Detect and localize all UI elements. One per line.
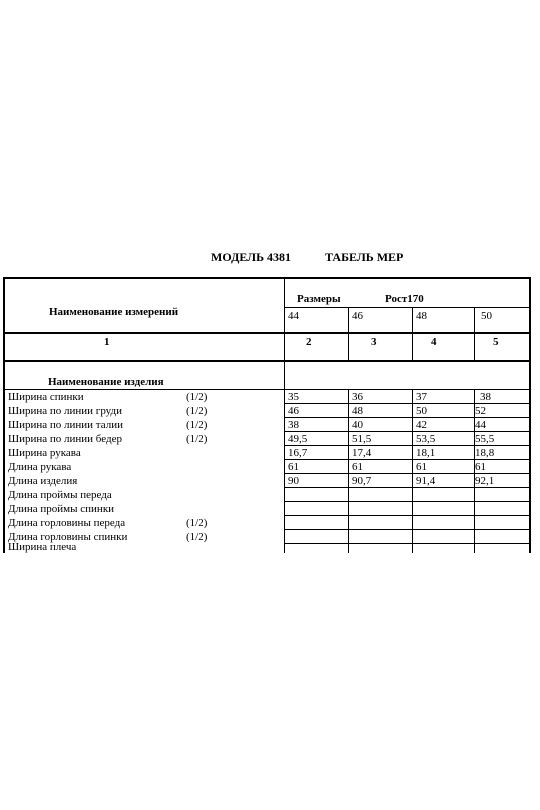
measurements-table bbox=[3, 277, 531, 553]
row-line bbox=[284, 431, 531, 432]
measurement-name: Длина изделия bbox=[8, 475, 78, 487]
measurement-value: 37 bbox=[416, 391, 427, 403]
column-line bbox=[474, 307, 475, 361]
measurement-name: Длина проймы спинки bbox=[8, 503, 115, 515]
measurement-value: 90 bbox=[288, 475, 299, 487]
size-value: 46 bbox=[352, 310, 363, 322]
column-line bbox=[412, 307, 413, 361]
column-number: 1 bbox=[104, 336, 110, 348]
row-line bbox=[3, 389, 531, 390]
column-number: 5 bbox=[493, 336, 499, 348]
measurement-value: 50 bbox=[416, 405, 427, 417]
column-line bbox=[348, 307, 349, 361]
measurement-value: 61 bbox=[416, 461, 427, 473]
measurement-name: Длина горловины переда bbox=[8, 517, 126, 529]
column-line bbox=[412, 389, 413, 553]
measurement-value: 18,1 bbox=[416, 447, 436, 459]
table-label: ТАБЕЛЬ МЕР bbox=[325, 250, 404, 264]
measurement-value: 16,7 bbox=[288, 447, 308, 459]
measurement-value: 52 bbox=[475, 405, 486, 417]
row-line bbox=[284, 515, 531, 516]
measurement-value: 44 bbox=[475, 419, 486, 431]
row-line bbox=[3, 332, 531, 334]
measurement-value: 61 bbox=[475, 461, 486, 473]
column-line bbox=[284, 277, 285, 553]
row-line bbox=[284, 501, 531, 502]
measurement-value: 18,8 bbox=[475, 447, 495, 459]
measurement-note: (1/2) bbox=[186, 405, 208, 417]
measurement-value: 40 bbox=[352, 419, 363, 431]
product-name-header: Наименование изделия bbox=[48, 376, 164, 388]
measurement-name: Длина проймы переда bbox=[8, 489, 112, 501]
table-border-left bbox=[3, 277, 5, 553]
measurement-value: 38 bbox=[288, 419, 299, 431]
column-line bbox=[348, 389, 349, 553]
measurement-value: 38 bbox=[480, 391, 491, 403]
model-label: МОДЕЛЬ 4381 bbox=[211, 250, 292, 264]
measurement-note: (1/2) bbox=[186, 391, 208, 403]
measurement-note: (1/2) bbox=[186, 419, 208, 431]
measurement-value: 61 bbox=[352, 461, 363, 473]
measurement-value: 49,5 bbox=[288, 433, 308, 445]
measurement-name: Длина горловины спинки bbox=[8, 531, 128, 543]
measurement-value: 42 bbox=[416, 419, 427, 431]
measurement-name: Ширина по линии бедер bbox=[8, 433, 122, 445]
row-line bbox=[284, 417, 531, 418]
row-line bbox=[3, 360, 531, 362]
measurement-value: 17,4 bbox=[352, 447, 372, 459]
measurement-value: 48 bbox=[352, 405, 363, 417]
measurement-name: Ширина спинки bbox=[8, 391, 84, 403]
row-line bbox=[284, 307, 531, 308]
measurement-value: 91,4 bbox=[416, 475, 436, 487]
measurement-value: 46 bbox=[288, 405, 299, 417]
measurement-name: Длина рукава bbox=[8, 461, 72, 473]
measurement-note: (1/2) bbox=[186, 531, 208, 543]
measurement-name: Ширина по линии талии bbox=[8, 419, 123, 431]
measurement-name: Ширина рукава bbox=[8, 447, 81, 459]
size-value: 50 bbox=[481, 310, 492, 322]
table-border-top bbox=[3, 277, 531, 279]
measurement-value: 53,5 bbox=[416, 433, 436, 445]
measurement-value: 55,5 bbox=[475, 433, 495, 445]
measurement-name: Ширина по линии груди bbox=[8, 405, 122, 417]
document-title bbox=[0, 250, 540, 266]
measurement-value: 51,5 bbox=[352, 433, 372, 445]
measurement-value: 36 bbox=[352, 391, 363, 403]
table-border-right bbox=[529, 277, 531, 553]
column-number: 4 bbox=[431, 336, 437, 348]
measurement-value: 92,1 bbox=[475, 475, 495, 487]
column-number: 2 bbox=[306, 336, 312, 348]
measurement-note: (1/2) bbox=[186, 433, 208, 445]
size-value: 44 bbox=[288, 310, 299, 322]
sizes-label: Размеры bbox=[297, 293, 341, 305]
row-line bbox=[284, 445, 531, 446]
row-line bbox=[284, 487, 531, 488]
row-line bbox=[284, 403, 531, 404]
row-line bbox=[284, 543, 531, 544]
measurements-header: Наименование измерений bbox=[49, 306, 179, 318]
row-line bbox=[284, 473, 531, 474]
measurement-value: 61 bbox=[288, 461, 299, 473]
measurement-note: (1/2) bbox=[186, 517, 208, 529]
row-line bbox=[284, 529, 531, 530]
measurement-value: 90,7 bbox=[352, 475, 372, 487]
height-label: Рост170 bbox=[385, 293, 424, 305]
row-line bbox=[284, 459, 531, 460]
column-number: 3 bbox=[371, 336, 377, 348]
measurement-name: Ширина плеча bbox=[8, 541, 77, 553]
size-value: 48 bbox=[416, 310, 427, 322]
measurement-value: 35 bbox=[288, 391, 299, 403]
